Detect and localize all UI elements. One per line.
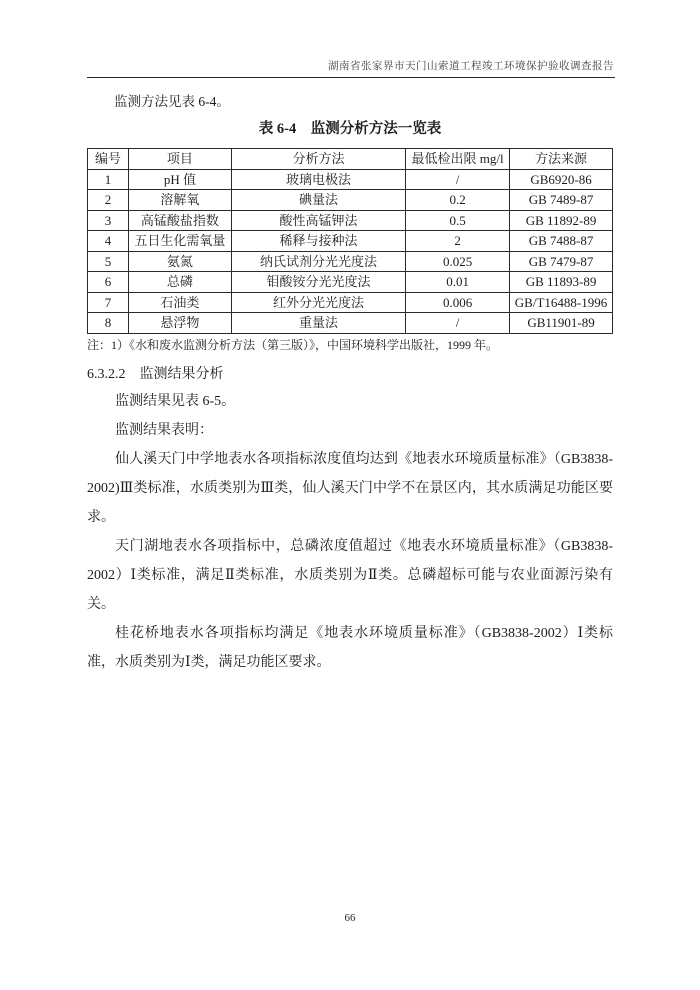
table-cell: GB6920-86 <box>510 169 613 190</box>
table-cell: 8 <box>88 313 129 334</box>
table-cell: 0.5 <box>406 210 510 231</box>
table-cell: 高锰酸盐指数 <box>128 210 231 231</box>
table-cell: 悬浮物 <box>128 313 231 334</box>
table-cell: 石油类 <box>128 292 231 313</box>
table-cell: 重量法 <box>231 313 405 334</box>
table-cell: 2 <box>406 231 510 252</box>
table-cell: 溶解氧 <box>128 190 231 211</box>
table-cell: GB11901-89 <box>510 313 613 334</box>
monitoring-methods-table <box>87 148 613 334</box>
table-row <box>88 251 613 272</box>
table-cell: GB 7489-87 <box>510 190 613 211</box>
table-cell: GB 7479-87 <box>510 251 613 272</box>
table-cell: 7 <box>88 292 129 313</box>
table-cell: GB 11892-89 <box>510 210 613 231</box>
paragraph-results-ref: 监测结果见表 6-5。 <box>115 393 236 409</box>
table-title: 表 6-4 监测分析方法一览表 <box>258 121 442 137</box>
table-cell: 总磷 <box>128 272 231 293</box>
table-cell: 0.2 <box>406 190 510 211</box>
table-row <box>88 190 613 211</box>
table-row <box>88 292 613 313</box>
column-header-method: 分析方法 <box>231 149 405 170</box>
table-cell: / <box>406 313 510 334</box>
table-note: 注：1）《水和废水监测分析方法（第三版）》，中国环境科学出版社，1999 年。 <box>87 337 499 352</box>
header-divider <box>87 77 615 78</box>
table-cell: GB 11893-89 <box>510 272 613 293</box>
table-cell: 碘量法 <box>231 190 405 211</box>
table-cell: GB/T16488-1996 <box>510 292 613 313</box>
column-header-number: 编号 <box>88 149 129 170</box>
table-cell: 0.006 <box>406 292 510 313</box>
paragraph-results-intro: 监测结果表明： <box>115 422 213 438</box>
paragraph-guihuaqiao: 桂花桥地表水各项指标均满足《地表水环境质量标准》（GB3838-2002）Ⅰ类标准，水质类别为Ⅰ类，满足功能区要求。 <box>87 625 613 670</box>
table-cell: 0.01 <box>406 272 510 293</box>
table-cell: GB 7488-87 <box>510 231 613 252</box>
table-cell: pH 值 <box>128 169 231 190</box>
table-cell: 五日生化需氧量 <box>128 231 231 252</box>
table-cell: 2 <box>88 190 129 211</box>
table-row <box>88 169 613 190</box>
table-cell: 钼酸铵分光光度法 <box>231 272 405 293</box>
column-header-item: 项目 <box>128 149 231 170</box>
column-header-source: 方法来源 <box>510 149 613 170</box>
table-cell: 3 <box>88 210 129 231</box>
table-cell: 稀释与接种法 <box>231 231 405 252</box>
table-cell: 红外分光光度法 <box>231 292 405 313</box>
table-cell: 氨氮 <box>128 251 231 272</box>
column-header-detection-limit: 最低检出限 mg/l <box>406 149 510 170</box>
table-row <box>88 231 613 252</box>
table-cell: 5 <box>88 251 129 272</box>
table-cell: 玻璃电极法 <box>231 169 405 190</box>
page-content <box>87 88 613 677</box>
table-cell: 酸性高锰钾法 <box>231 210 405 231</box>
lead-sentence: 监测方法见表 6-4。 <box>114 94 230 109</box>
table-row <box>88 272 613 293</box>
paragraph-xianrenxi: 仙人溪天门中学地表水各项指标浓度值均达到《地表水环境质量标准》（GB3838-2002)Ⅲ类标准，水质类别为Ⅲ类，仙人溪天门中学不在景区内，其水质满足功能区要求。 <box>87 451 613 525</box>
table-cell: 4 <box>88 231 129 252</box>
table-cell: 6 <box>88 272 129 293</box>
table-row <box>88 313 613 334</box>
running-header: 湖南省张家界市天门山索道工程竣工环境保护验收调查报告 <box>328 61 614 72</box>
table-header-row <box>88 149 613 170</box>
table-cell: 1 <box>88 169 129 190</box>
table-cell: / <box>406 169 510 190</box>
table-row <box>88 210 613 231</box>
section-heading: 6.3.2.2 监测结果分析 <box>87 366 224 382</box>
table-cell: 纳氏试剂分光光度法 <box>231 251 405 272</box>
paragraph-tianmenhu: 天门湖地表水各项指标中，总磷浓度值超过《地表水环境质量标准》（GB3838-2002）Ⅰ类标准，满足Ⅱ类标准，水质类别为Ⅱ类。总磷超标可能与农业面源污染有关。 <box>87 538 613 612</box>
table-cell: 0.025 <box>406 251 510 272</box>
page-number: 66 <box>344 912 356 924</box>
